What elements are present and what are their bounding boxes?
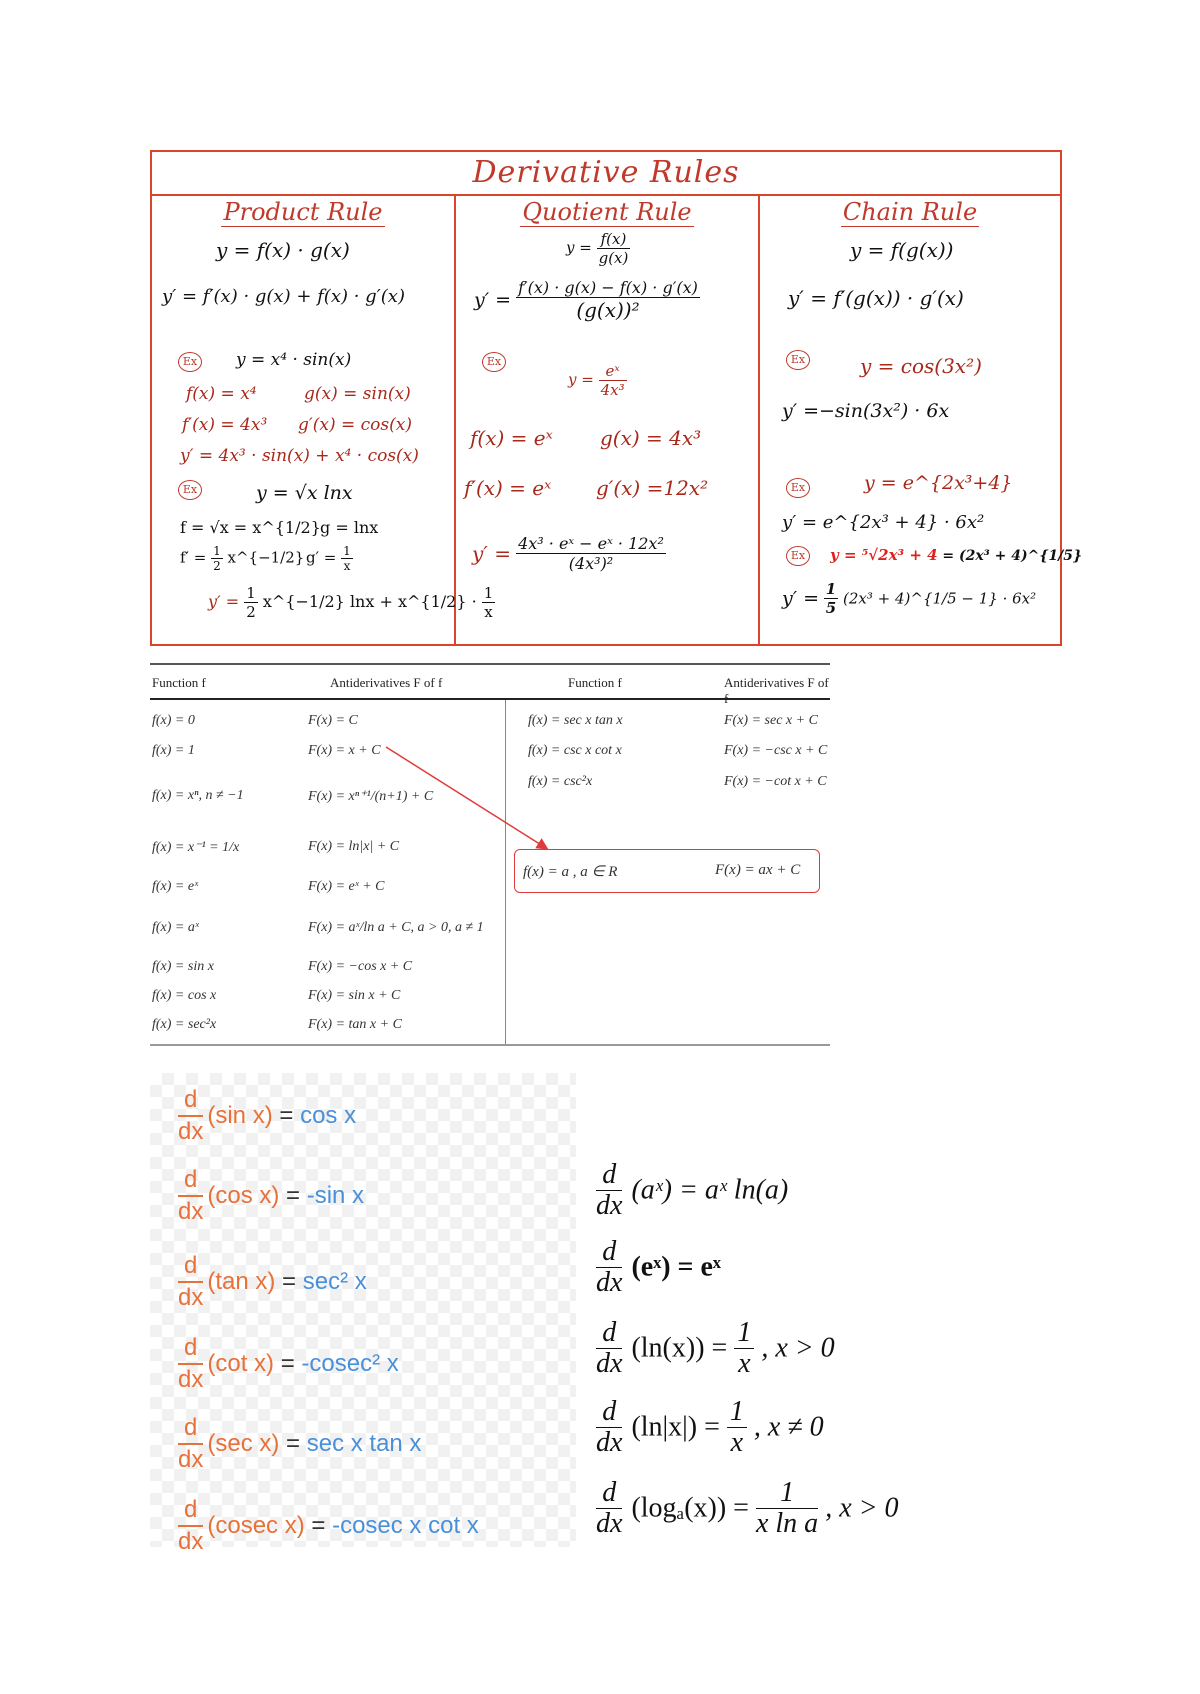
callout-F: F(x) = ax + C bbox=[715, 862, 801, 878]
product-ex1-g: g(x) = sin(x) bbox=[304, 384, 411, 404]
product-formula: y = f(x) · g(x) bbox=[216, 238, 350, 262]
table-row-f: f(x) = xⁿ, n ≠ −1 bbox=[152, 788, 244, 803]
deriv-ln-abs-x: $\frac{d}{dx} (\ln|x|)$ = $\frac{1}{x}$ , x ≠ 0 bbox=[596, 1396, 824, 1458]
table-row-f: f(x) = 1 bbox=[152, 743, 195, 758]
rules-title: Derivative Rules bbox=[152, 152, 1060, 196]
example-badge-icon: Ex bbox=[786, 546, 810, 566]
table-row-F: F(x) = C bbox=[308, 713, 358, 728]
table-row-f: f(x) = sec x tan x bbox=[528, 713, 623, 728]
example-badge-icon: Ex bbox=[178, 480, 202, 500]
product-rule-heading: Product Rule bbox=[223, 198, 383, 226]
quotient-ex-yprime: y′ = $\frac{\text{4x³ · eˣ − eˣ · 12x²}}{\text{(4x³)²}}$ bbox=[472, 534, 664, 573]
product-derivative: y′ = f′(x) · g(x) + f(x) · g′(x) bbox=[162, 286, 405, 307]
quotient-rule-heading: Quotient Rule bbox=[522, 198, 692, 226]
deriv-e-to-x: $\frac{d}{dx}$ (eˣ) = eˣ bbox=[596, 1236, 721, 1298]
table-row-F: F(x) = −cot x + C bbox=[724, 774, 827, 789]
header-anti-left: Antiderivatives F of f bbox=[330, 675, 443, 690]
product-ex2-g: g = lnx bbox=[320, 518, 379, 537]
chain-formula: y = f(g(x)) bbox=[850, 238, 954, 262]
example-badge-icon: Ex bbox=[178, 352, 202, 372]
quotient-ex-fprime: f′(x) = eˣ bbox=[464, 476, 552, 500]
table-row-f: f(x) = cos x bbox=[152, 988, 217, 1003]
product-ex1-fprime: f′(x) = 4x³ bbox=[182, 415, 268, 435]
table-row-F: F(x) = −cos x + C bbox=[308, 959, 413, 974]
product-ex2-gprime: g′ = $\frac{1}{x}$ bbox=[306, 544, 351, 573]
header-anti-right: Antiderivatives F of f bbox=[724, 675, 829, 706]
chain-rule-heading: Chain Rule bbox=[842, 198, 978, 226]
chain-ex2-y: y = e^{2x³+4} bbox=[864, 472, 1013, 494]
chain-ex1-yprime: y′ =−sin(3x²) · 6x bbox=[782, 400, 950, 422]
quotient-formula: y = $\frac{f(x)}{g(x)}$ bbox=[566, 230, 629, 267]
quotient-derivative: y′ = $\frac{f'(x) \cdot g(x) - f(x) \cdot g'(x)}{\text{(g(x))²}}$ bbox=[474, 278, 698, 322]
trig-row-tan: $\frac{d}{dx} (\tan$ x) = sec² x bbox=[178, 1252, 367, 1311]
chain-ex3-y: y = ⁵√2x³ + 4 = (2x³ + 4)^{1/5} bbox=[830, 546, 1082, 564]
table-row-F: F(x) = xⁿ⁺¹/(n+1) + C bbox=[308, 789, 434, 804]
table-row-F: F(x) = eˣ + C bbox=[308, 879, 385, 894]
table-row-f: f(x) = eˣ bbox=[152, 879, 199, 894]
quotient-ex-gprime: g′(x) =12x² bbox=[596, 476, 709, 500]
trig-row-sin: $\frac{d}{dx} (\sin$ x) = cos x bbox=[178, 1086, 357, 1145]
table-row-F: F(x) = sec x + C bbox=[724, 713, 818, 728]
table-row-F: F(x) = aˣ/ln a + C, a > 0, a ≠ 1 bbox=[308, 920, 484, 935]
example-badge-icon: Ex bbox=[482, 352, 506, 372]
table-row-f: f(x) = x⁻¹ = 1/x bbox=[152, 840, 240, 855]
example-badge-icon: Ex bbox=[786, 350, 810, 370]
header-function-right: Function f bbox=[568, 675, 622, 690]
table-row-f: f(x) = csc²x bbox=[528, 774, 593, 789]
deriv-a-to-x: $\frac{d}{dx}$ (aˣ) = aˣ ln(a) bbox=[596, 1159, 789, 1221]
trig-row-cos: $\frac{d}{dx} (\cos$ x) = -sin x bbox=[178, 1166, 365, 1225]
table-row-F: F(x) = tan x + C bbox=[308, 1017, 402, 1032]
chain-ex3-yprime: y′ = $\frac{1}{5}$ (2x³ + 4)^{1/5 − 1} · 6x² bbox=[782, 580, 1037, 617]
product-ex2-y: y = √x lnx bbox=[256, 482, 353, 504]
header-function-left: Function f bbox=[152, 675, 206, 690]
product-ex2-f: f = √x = x^{1/2} bbox=[180, 518, 321, 537]
trig-row-sec: $\frac{d}{dx} (\sec$ x) = sec x tan x bbox=[178, 1414, 422, 1473]
table-row-f: f(x) = aˣ bbox=[152, 920, 199, 935]
table-row-f: f(x) = 0 bbox=[152, 713, 195, 728]
quotient-ex-g: g(x) = 4x³ bbox=[600, 426, 702, 450]
trig-row-cot: $\frac{d}{dx} (\cot$ x) = -cosec² x bbox=[178, 1334, 399, 1393]
quotient-ex-f: f(x) = eˣ bbox=[470, 426, 553, 450]
quotient-rule-column bbox=[456, 194, 760, 644]
callout-f: f(x) = a , a ∈ R bbox=[523, 864, 618, 880]
table-row-F: F(x) = ln|x| + C bbox=[308, 839, 400, 854]
product-ex1-yprime: y′ = 4x³ · sin(x) + x⁴ · cos(x) bbox=[180, 446, 419, 466]
product-ex2-yprime: y′ = $\frac{1}{2}$ x^{−1/2} lnx + x^{1/2} · $\frac{1}{x}$ bbox=[208, 584, 494, 621]
example-badge-icon: Ex bbox=[786, 478, 810, 498]
table-row-f: f(x) = csc x cot x bbox=[528, 743, 622, 758]
deriv-ln-x: $\frac{d}{dx} (\ln(x))$ = $\frac{1}{x}$ , x > 0 bbox=[596, 1317, 835, 1379]
table-row-F: F(x) = x + C bbox=[308, 743, 381, 758]
chain-ex2-yprime: y′ = e^{2x³ + 4} · 6x² bbox=[782, 512, 985, 533]
product-ex1-f: f(x) = x⁴ bbox=[186, 384, 257, 404]
chain-ex1-y: y = cos(3x²) bbox=[860, 354, 982, 378]
derivative-rules-box bbox=[150, 150, 1082, 646]
table-row-f: f(x) = sin x bbox=[152, 959, 214, 974]
table-row-F: F(x) = sin x + C bbox=[308, 988, 401, 1003]
arrow-line bbox=[386, 747, 546, 848]
product-rule-column bbox=[152, 194, 494, 644]
antiderivative-table bbox=[150, 663, 830, 1047]
trig-derivatives-panel bbox=[150, 1073, 576, 1555]
callout-arrow bbox=[150, 663, 830, 1047]
product-ex2-fprime: f′ = $\frac{1}{2}$ x^{−1/2} bbox=[180, 544, 305, 573]
table-row-F: F(x) = −csc x + C bbox=[724, 743, 828, 758]
trig-row-cosec: $\frac{d}{dx} (cosec$ x) = -cosec x cot x bbox=[178, 1496, 479, 1555]
product-ex1-gprime: g′(x) = cos(x) bbox=[298, 415, 412, 435]
quotient-ex-y: y = $\frac{\text{eˣ}}{\text{4x³}}$ bbox=[568, 362, 625, 399]
deriv-log-a-x: $\frac{d}{dx} (\log_a(x))$ = $\frac{1}{\text{x ln a}}$ , x > 0 bbox=[596, 1477, 899, 1539]
product-ex1-y: y = x⁴ · sin(x) bbox=[236, 350, 352, 370]
table-row-f: f(x) = sec²x bbox=[152, 1017, 217, 1032]
chain-derivative: y′ = f′(g(x)) · g′(x) bbox=[788, 286, 964, 310]
chain-rule-column bbox=[760, 194, 1082, 644]
